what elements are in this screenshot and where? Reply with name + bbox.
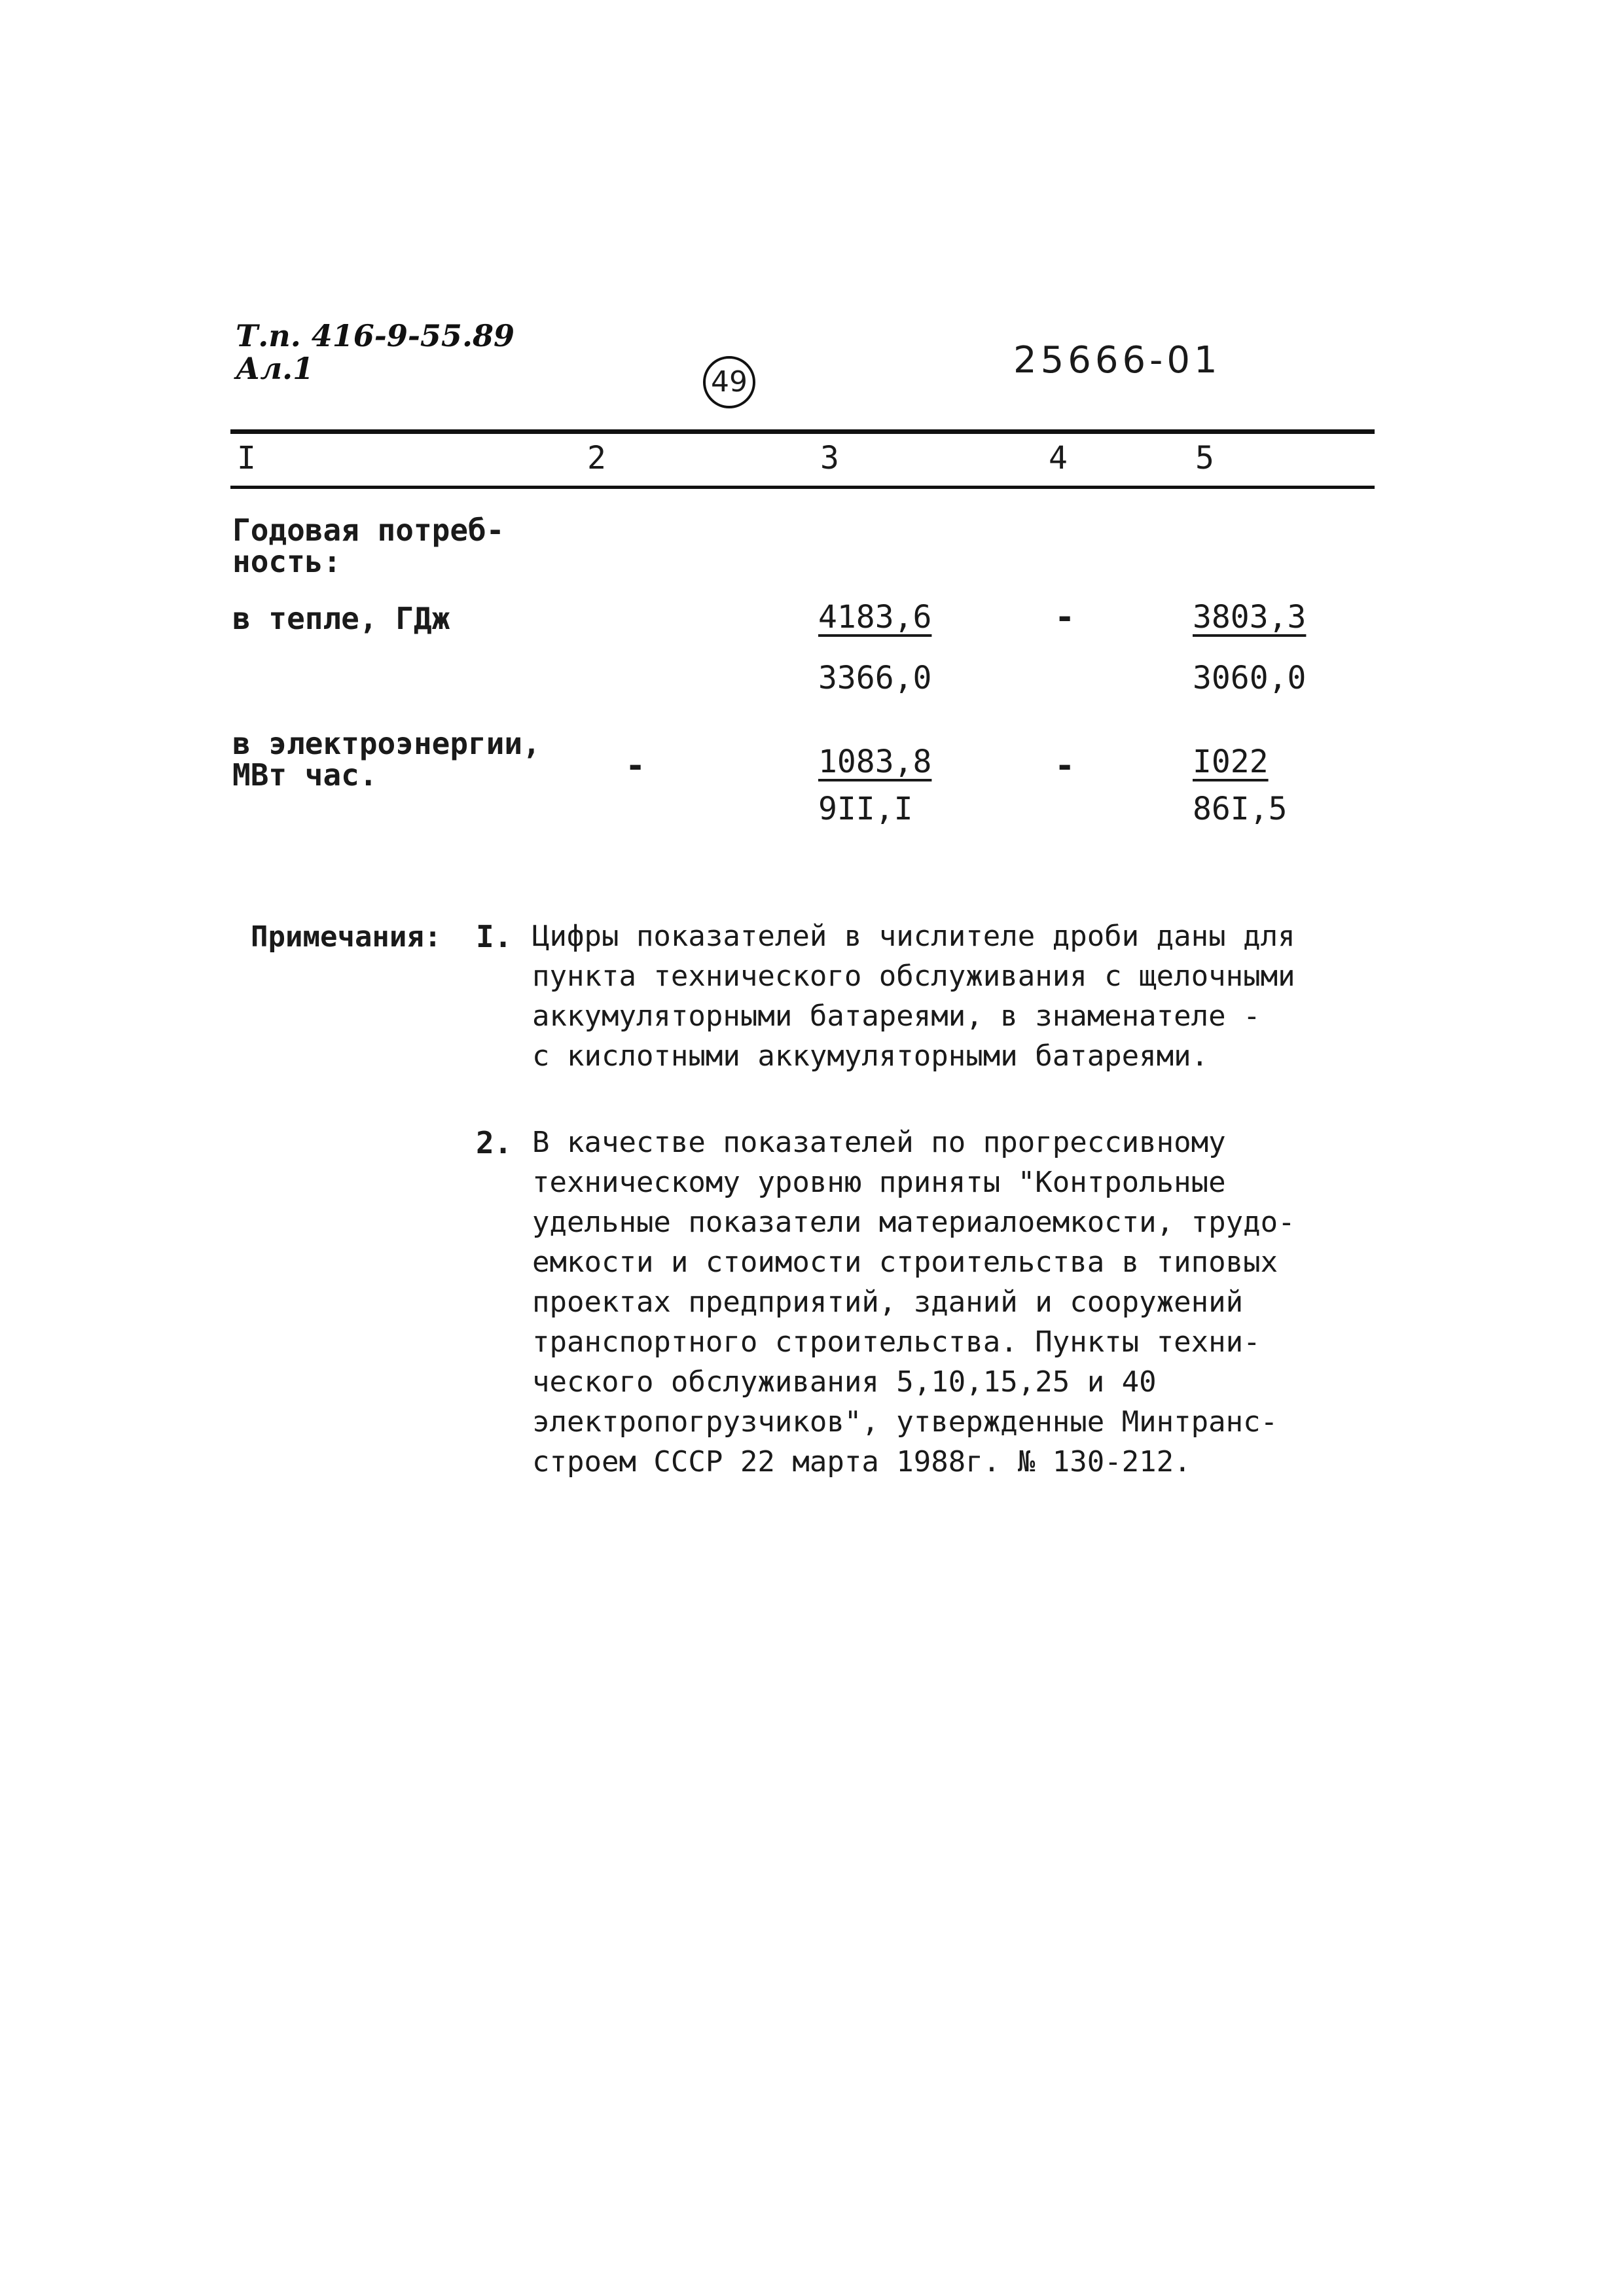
section-label: Годовая потреб- ность: [232, 512, 505, 579]
heat-col3-numerator: 4183,6 [818, 599, 932, 636]
column-header-3: 3 [820, 440, 839, 476]
heat-col5-numerator: 3803,3 [1193, 599, 1307, 636]
heat-col5-denominator: 3060,0 [1193, 660, 1307, 696]
electricity-col5-denominator: 86I,5 [1193, 791, 1288, 827]
column-header-5: 5 [1195, 440, 1214, 476]
stamp-line-2: Ал.1 [236, 351, 314, 386]
heat-col4-dash: - [1055, 598, 1075, 637]
heat-col3-denominator: 3366,0 [818, 660, 932, 696]
project-stamp [236, 319, 514, 385]
electricity-col5-numerator: I022 [1193, 744, 1269, 780]
note-1-text: Цифры показателей в числителе дроби даны для пункта технического обслуживания с щелочными аккумуляторными батареями, в знаменателе - с кислотными аккумуляторными батареями. [532, 920, 1295, 1073]
electricity-col3-numerator: 1083,8 [818, 744, 932, 780]
document-number: 25666-01 [1013, 339, 1221, 382]
page-number: 49 [703, 356, 755, 408]
electricity-col2-dash: - [625, 746, 646, 785]
column-header-2: 2 [587, 440, 606, 476]
stamp-line-1: Т.п. 416-9-55.89 [236, 318, 514, 353]
note-2-marker: 2. [476, 1125, 513, 1160]
table-top-rule [230, 429, 1375, 434]
column-header-4: 4 [1049, 440, 1068, 476]
column-header-1: I [237, 440, 256, 476]
electricity-col4-dash: - [1055, 746, 1075, 785]
electricity-col3-denominator: 9II,I [818, 791, 913, 827]
note-1-marker: I. [476, 919, 513, 954]
table-header-rule [230, 486, 1375, 489]
row-label-heat: в тепле, ГДж [232, 601, 450, 636]
row-label-electricity: в электроэнергии, МВт час. [232, 726, 541, 793]
notes-label: Примечания: [251, 920, 442, 954]
note-2-text: В качестве показателей по прогрессивному техническому уровню приняты "Контрольные удельные показатели материалоемкости, трудо- емкости и стоимости строительства в типовых проектах предприятий, зданий и сооружений транспортного строительства. Пункты техни- ческого обслуживания 5,10,15,25 и 40 электропогрузчиков", утвержденные Минтранс- строем СССР 22 марта 1988г. № 130-212. [532, 1126, 1295, 1479]
